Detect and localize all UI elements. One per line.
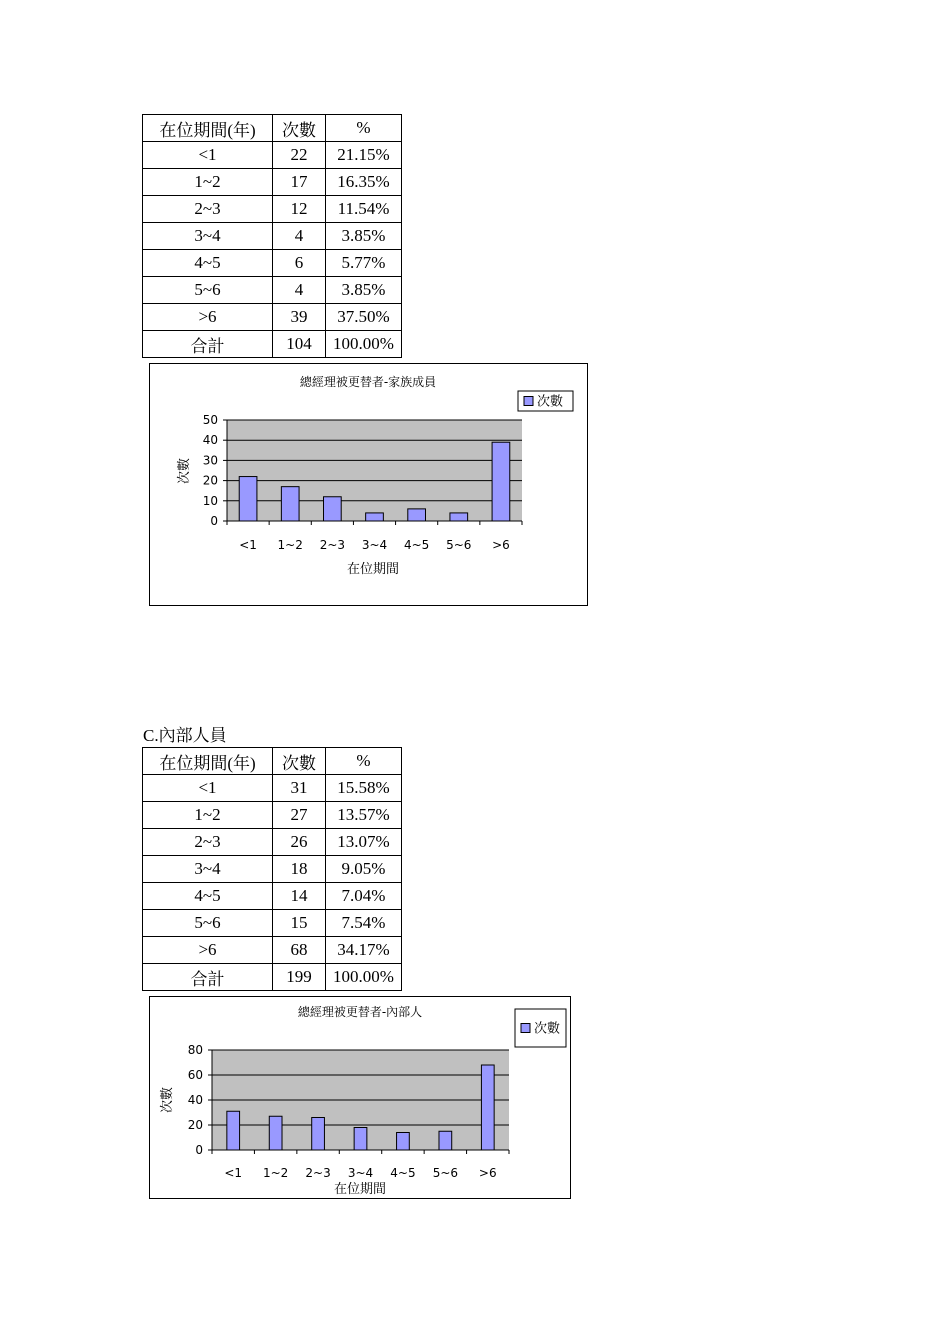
row-percent: 11.54%	[326, 196, 402, 223]
y-tick-label: 40	[202, 433, 218, 448]
table-row	[143, 802, 402, 829]
row-count: 6	[273, 250, 326, 277]
row-tenure: 5~6	[143, 910, 273, 937]
bar	[397, 1133, 410, 1151]
table-row	[143, 304, 402, 331]
y-tick-label: 60	[187, 1068, 203, 1082]
y-tick-label: 0	[210, 514, 218, 528]
row-tenure: 5~6	[143, 277, 273, 304]
row-count: 22	[273, 142, 326, 169]
row-tenure: >6	[143, 304, 273, 331]
row-tenure: 4~5	[143, 250, 273, 277]
bar	[450, 513, 468, 521]
row-percent: 7.54%	[326, 910, 402, 937]
total-count: 104	[273, 331, 326, 358]
row-count: 26	[273, 829, 326, 856]
row-tenure: 1~2	[143, 802, 273, 829]
y-tick-label: 20	[187, 1118, 203, 1132]
x-tick-label: 2~3	[319, 538, 346, 552]
table-total-row	[143, 331, 402, 358]
header-cell-count: 次數	[273, 748, 326, 775]
table-row	[143, 829, 402, 856]
row-percent: 3.85%	[326, 277, 402, 304]
x-tick-label: <1	[239, 538, 257, 552]
row-percent: 13.57%	[326, 802, 402, 829]
row-tenure: 2~3	[143, 196, 273, 223]
row-count: 17	[273, 169, 326, 196]
bar	[227, 1111, 240, 1150]
plot-area	[227, 420, 522, 521]
table-row	[143, 937, 402, 964]
x-tick-label: 5~6	[446, 538, 472, 552]
section-title-insiders: C.內部人員	[143, 726, 227, 745]
row-count: 68	[273, 937, 326, 964]
y-tick-label: 40	[187, 1093, 203, 1107]
row-count: 31	[273, 775, 326, 802]
x-tick-label: >6	[478, 1166, 497, 1180]
bar	[439, 1131, 452, 1150]
table-row	[143, 169, 402, 196]
row-tenure: <1	[143, 775, 273, 802]
bar	[312, 1118, 325, 1151]
row-percent: 5.77%	[326, 250, 402, 277]
x-tick-label: 2~3	[305, 1166, 331, 1180]
bar	[324, 497, 342, 521]
row-percent: 21.15%	[326, 142, 402, 169]
header-cell-tenure: 在位期間(年)	[143, 115, 273, 142]
bar	[366, 513, 384, 521]
row-tenure: >6	[143, 937, 273, 964]
table-row	[143, 883, 402, 910]
bar-chart-insiders	[150, 997, 570, 1198]
chart-family-members	[149, 363, 588, 606]
row-tenure: 4~5	[143, 883, 273, 910]
total-percent: 100.00%	[326, 964, 402, 991]
y-tick-label: 20	[202, 473, 218, 488]
row-count: 4	[273, 223, 326, 250]
table-row	[143, 250, 402, 277]
row-tenure: 1~2	[143, 169, 273, 196]
bar	[408, 509, 426, 521]
bar-chart-family	[150, 364, 587, 605]
table-row	[143, 223, 402, 250]
x-tick-label: 4~5	[390, 1166, 416, 1180]
table-total-row	[143, 964, 402, 991]
legend-swatch	[524, 397, 533, 406]
row-count: 14	[273, 883, 326, 910]
x-tick-label: 1~2	[262, 1166, 289, 1180]
row-count: 27	[273, 802, 326, 829]
table-header-row	[143, 115, 402, 142]
total-count: 199	[273, 964, 326, 991]
y-tick-label: 30	[202, 453, 218, 468]
x-axis-title: 在位期間	[333, 1182, 387, 1197]
tenure-table-family	[142, 114, 402, 358]
header-cell-tenure: 在位期間(年)	[143, 748, 273, 775]
row-percent: 7.04%	[326, 883, 402, 910]
table-row	[143, 142, 402, 169]
row-percent: 34.17%	[326, 937, 402, 964]
y-tick-label: 10	[202, 493, 218, 508]
x-axis-title: 在位期間	[346, 562, 400, 577]
bar	[281, 487, 299, 521]
bar	[269, 1116, 282, 1150]
x-tick-label: 3~4	[361, 538, 388, 552]
bar	[239, 477, 257, 521]
header-cell-percent: %	[326, 115, 402, 142]
y-tick-label: 50	[202, 413, 218, 427]
y-tick-label: 80	[187, 1043, 203, 1057]
row-percent: 16.35%	[326, 169, 402, 196]
x-tick-label: 3~4	[347, 1166, 374, 1180]
legend-label: 次數	[534, 1021, 561, 1037]
x-tick-label: 1~2	[277, 538, 303, 552]
table-row	[143, 910, 402, 937]
tenure-table-insiders	[142, 747, 402, 991]
bar	[481, 1065, 494, 1150]
header-cell-count: 次數	[273, 115, 326, 142]
row-tenure: 3~4	[143, 856, 273, 883]
row-tenure: 3~4	[143, 223, 273, 250]
bar	[492, 442, 510, 521]
x-tick-label: >6	[492, 538, 510, 552]
total-label: 合計	[143, 331, 273, 358]
row-count: 12	[273, 196, 326, 223]
x-tick-label: 5~6	[432, 1166, 459, 1180]
bar	[354, 1128, 367, 1151]
row-percent: 3.85%	[326, 223, 402, 250]
x-tick-label: 4~5	[403, 538, 430, 552]
total-percent: 100.00%	[326, 331, 402, 358]
y-tick-label: 0	[195, 1143, 203, 1157]
table-row	[143, 277, 402, 304]
row-count: 15	[273, 910, 326, 937]
row-percent: 37.50%	[326, 304, 402, 331]
y-axis-title: 次數	[160, 1086, 175, 1114]
chart-insiders	[149, 996, 571, 1199]
chart-title: 總經理被更替者-內部人	[297, 1005, 423, 1019]
row-count: 39	[273, 304, 326, 331]
row-tenure: 2~3	[143, 829, 273, 856]
row-percent: 15.58%	[326, 775, 402, 802]
table-row	[143, 196, 402, 223]
row-count: 18	[273, 856, 326, 883]
chart-title: 總經理被更替者-家族成員	[299, 375, 437, 389]
row-percent: 13.07%	[326, 829, 402, 856]
legend-label: 次數	[537, 394, 564, 410]
table-header-row	[143, 748, 402, 775]
table-row	[143, 856, 402, 883]
row-tenure: <1	[143, 142, 273, 169]
header-cell-percent: %	[326, 748, 402, 775]
legend-swatch	[521, 1024, 530, 1033]
x-tick-label: <1	[224, 1166, 243, 1180]
row-count: 4	[273, 277, 326, 304]
row-percent: 9.05%	[326, 856, 402, 883]
y-axis-title: 次數	[177, 457, 192, 485]
table-row	[143, 775, 402, 802]
total-label: 合計	[143, 964, 273, 991]
